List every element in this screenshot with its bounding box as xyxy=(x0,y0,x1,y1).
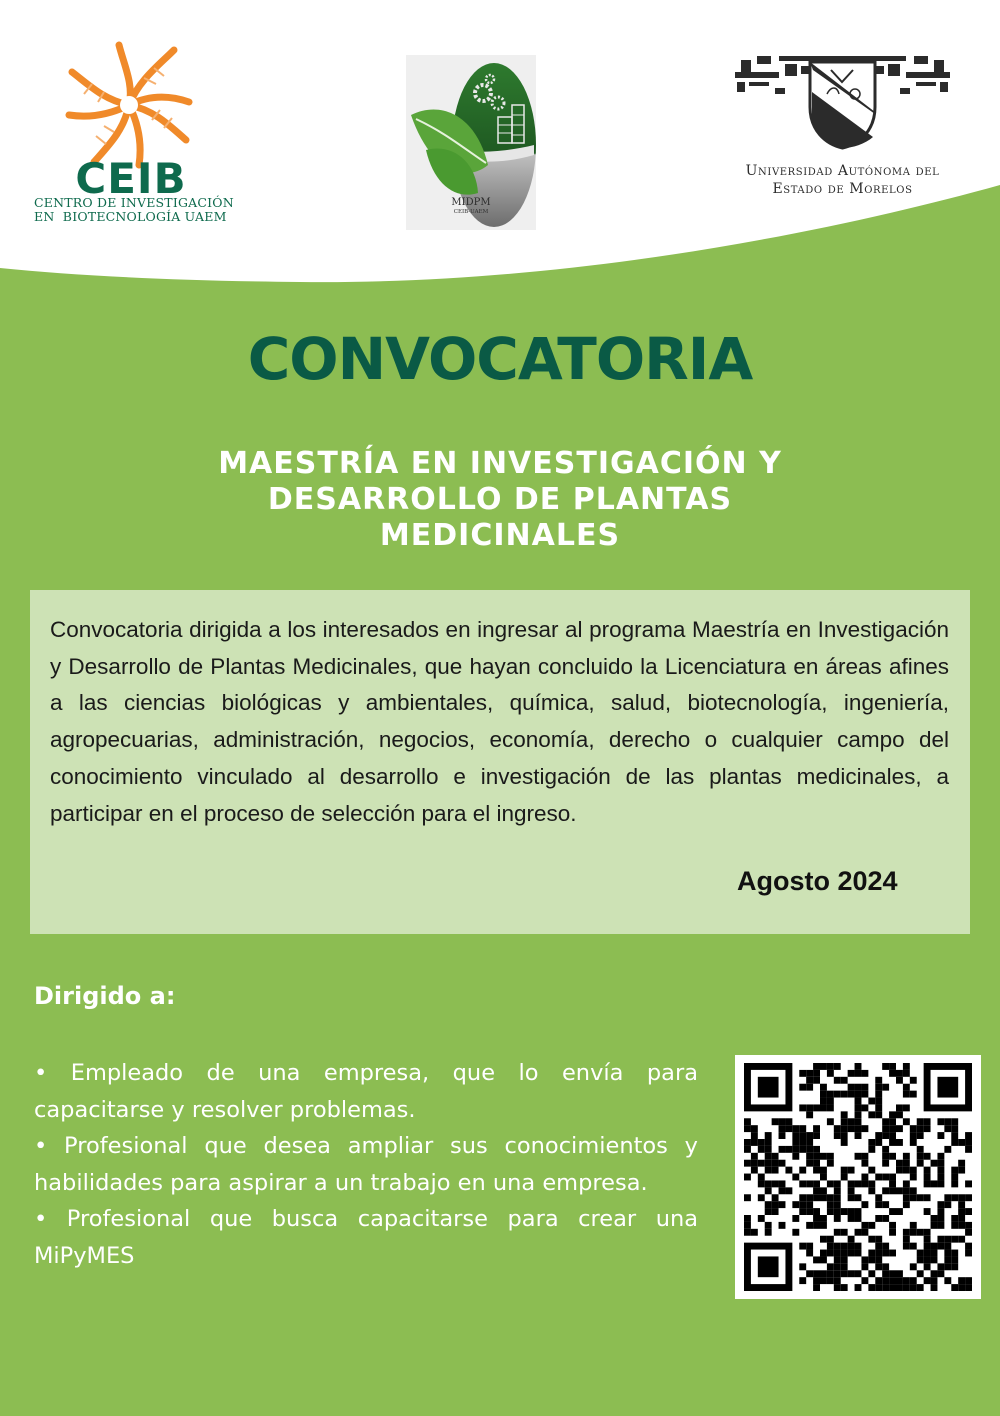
midpm-logo xyxy=(406,55,536,230)
qr-code-icon xyxy=(744,1063,972,1291)
uaem-name-line2: Estado de Morelos xyxy=(772,181,913,197)
program-title xyxy=(150,446,850,554)
audience-list xyxy=(34,1055,698,1275)
dna-star-icon xyxy=(64,40,194,170)
program-title-line1: MAESTRÍA EN INVESTIGACIÓN Y xyxy=(218,446,782,481)
uaem-name xyxy=(720,162,965,198)
qr-code[interactable] xyxy=(735,1055,981,1299)
audience-item-employee: • Empleado de una empresa, que lo envía para capacitarse y resolver problemas. xyxy=(34,1060,698,1123)
ceib-logo xyxy=(34,40,234,230)
info-paragraph: Convocatoria dirigida a los interesados en ingresar al programa Maestría en Investigación y Desarrollo de Plantas Medicinales, que hayan concluido la Licenciatura en áreas afines a las ciencias biológicas y ambientales, química, salud, biotecnología, ingeniería, agropecuarias, administración, negocios, economía, derecho o cualquier campo del conocimiento vinculado al desarrollo e investigación de las plantas medicinales, a participar en el proceso de selección para el ingreso. xyxy=(50,617,949,826)
audience-item-professional: • Profesional que desea ampliar sus conocimientos y habilidades para aspirar a un trabajo en una empresa. xyxy=(34,1133,698,1196)
ceib-wordmark: CEIB xyxy=(75,154,187,203)
ceib-subtitle-line2: EN BIOTECNOLOGÍA UAEM xyxy=(34,209,227,224)
audience-item-entrepreneur: • Profesional que busca capacitarse para crear una MiPyMES xyxy=(34,1206,698,1269)
ceib-subtitle xyxy=(34,196,234,224)
ceib-subtitle-line1: CENTRO DE INVESTIGACIÓN xyxy=(34,195,234,210)
call-date: Agosto 2024 xyxy=(737,866,898,896)
midpm-name: MIDPM xyxy=(451,197,491,208)
uaem-logo xyxy=(720,52,965,202)
program-title-line2: DESARROLLO DE PLANTAS xyxy=(267,482,733,517)
audience-heading: Dirigido a: xyxy=(34,982,176,1010)
uaem-name-line1: Universidad Autónoma del xyxy=(745,163,940,179)
university-seal-icon xyxy=(735,52,950,150)
info-box xyxy=(30,590,970,934)
program-title-line3: MEDICINALES xyxy=(379,518,621,553)
page-title: CONVOCATORIA xyxy=(247,325,753,393)
midpm-subtext: CEIB-UAEM xyxy=(453,209,489,215)
